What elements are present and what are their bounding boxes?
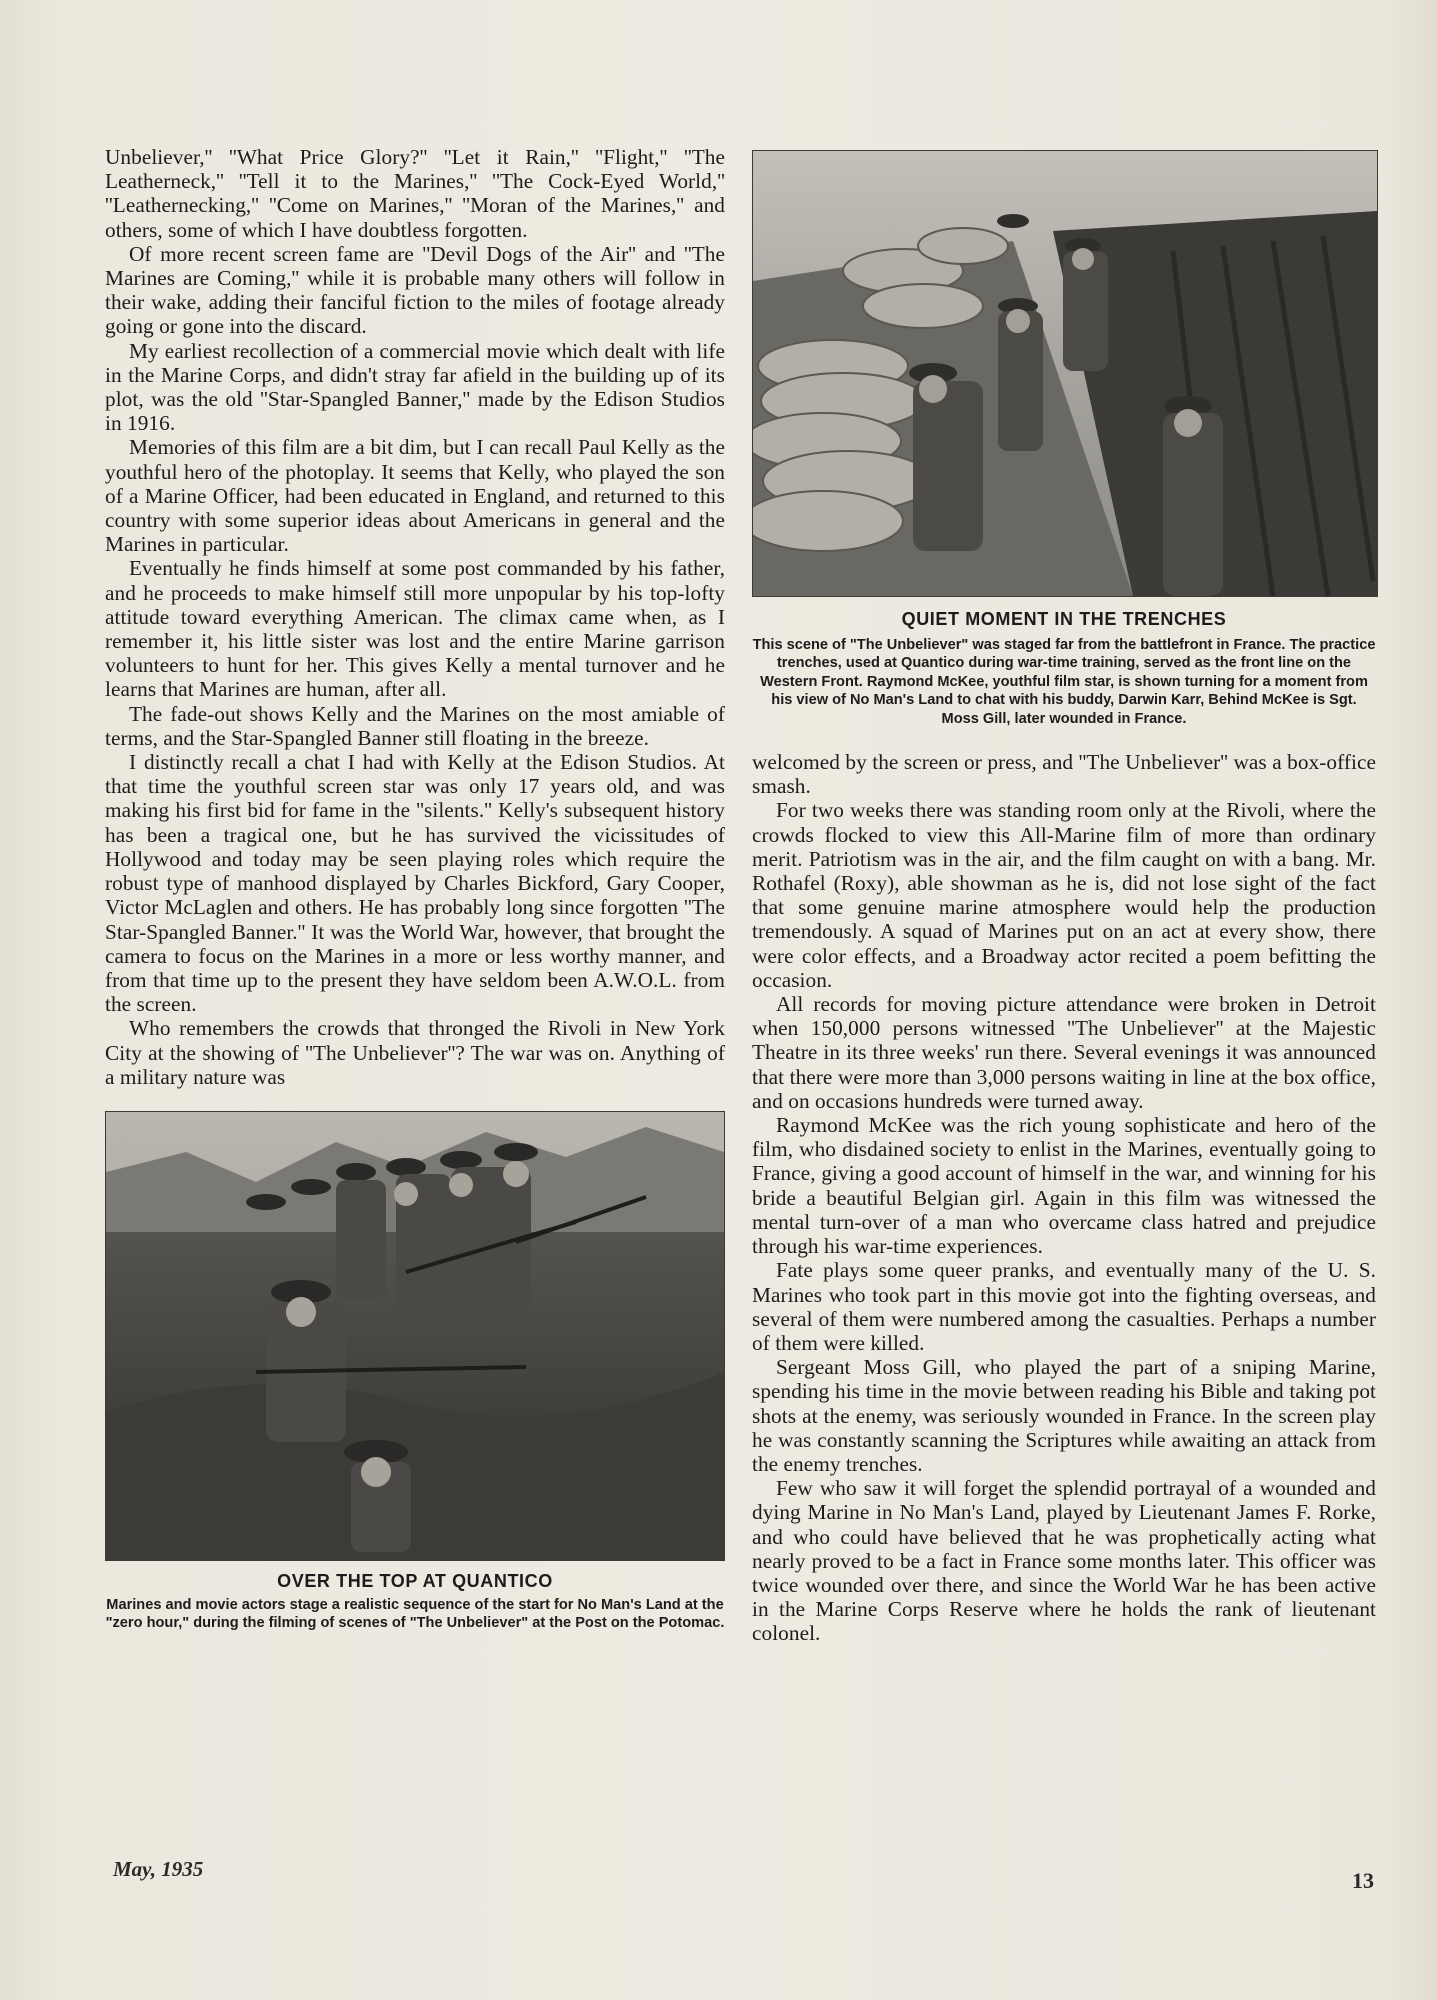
photo-title: QUIET MOMENT IN THE TRENCHES — [901, 609, 1227, 629]
right-column — [752, 150, 1376, 1646]
article-paragraph: Fate plays some queer pranks, and eventually many of the U. S. Marines who took part in this movie got into the fighting overseas, and several of them were numbered among the casualties. Perhaps a number of them were killed. — [752, 1258, 1376, 1355]
article-paragraph: Few who saw it will forget the splendid portrayal of a wounded and dying Marine in No Man's Land, played by Lieutenant James F. Rorke, and who could have believed that he was prophetically acting what nearly proved to be a fact in France some months later. This officer was twice wounded over there, and since the World War he has been active in the Marine Corps Reserve where he holds the rank of lieutenant colonel. — [752, 1476, 1376, 1646]
article-paragraph: For two weeks there was standing room only at the Rivoli, where the crowds flocked to view this All-Marine film of more than ordinary merit. Patriotism was in the air, and the film caught on with a bang. Mr. Rothafel (Roxy), able showman as he is, did not lose sight of the fact that some genuine marine atmosphere would help the production tremendously. A squad of Marines put on an act at every show, there were color effects, and a Broadway actor recited a poem befitting the occasion. — [752, 798, 1376, 992]
article-paragraph: I distinctly recall a chat I had with Kelly at the Edison Studios. At that time the youthful screen star was only 17 years old, and was making his first bid for fame in the ''silents.'' Kelly's subsequent history has been a tragical one, but he has survived the vicissitudes of Hollywood and today may be seen playing roles which require the robust type of manhood displayed by Charles Bickford, Gary Cooper, Victor McLaglen and others. He has probably long since forgotten ''The Star-Spangled Banner.'' It was the World War, however, that brought the camera to focus on the Marines in a more or less worthy manner, and from that time up to the present they have seldom been A.W.O.L. from the screen. — [105, 750, 725, 1017]
page-number: 13 — [1352, 1868, 1374, 1893]
left-column — [105, 145, 725, 1633]
article-paragraph: welcomed by the screen or press, and ''The Unbeliever'' was a box-office smash. — [752, 750, 1376, 799]
article-paragraph: My earliest recollection of a commercial movie which dealt with life in the Marine Corps, and didn't stray far afield in the building up of its plot, was the old ''Star-Spangled Banner,'' made by the Edison Studios in 1916. — [105, 338, 725, 436]
photo-trenches — [752, 150, 1378, 597]
article-paragraph: All records for moving picture attendance were broken in Detroit when 150,000 persons witnessed ''The Unbeliever'' at the Majestic Theatre in its three weeks' run there. Several evenings it was announced that there were more than 3,000 persons waiting in line at the box office, and on occasions hundreds were turned away. — [752, 992, 1376, 1113]
issue-date: May, 1935 — [113, 1857, 204, 1881]
photo-title: OVER THE TOP AT QUANTICO — [277, 1570, 553, 1591]
article-paragraph: Who remembers the crowds that thronged the Rivoli in New York City at the showing of ''The Unbeliever''? The war was on. Anything of a military nature was — [105, 1016, 725, 1089]
photo-caption: This scene of "The Unbeliever" was staged far from the battlefront in France. The practice trenches, used at Quantico during war-time training, served as the front line on the Western Front. Raymond McKee, youthful film star, is shown turning for a moment from his view of No Man's Land to chat with his buddy, Darwin Karr, Behind McKee is Sgt. Moss Gill, later wounded in France. — [752, 637, 1376, 727]
photo-caption: Marines and movie actors stage a realistic sequence of the start for No Man's Land at the "zero hour," during the filming of scenes of "The Unbeliever" at the Post on the Potomac. — [105, 1596, 725, 1632]
article-paragraph: Raymond McKee was the rich young sophisticate and hero of the film, who disdained society to enlist in the Marines, eventually going to France, giving a good account of himself in the war, and winning for his bride a beautiful Belgian girl. Again in this film was witnessed the mental turn-over of a man who overcame class hatred and prejudice through his war-time experiences. — [752, 1113, 1376, 1259]
photo-over-the-top — [105, 1111, 725, 1561]
article-paragraph: Of more recent screen fame are ''Devil Dogs of the Air'' and ''The Marines are Coming,'' while it is probable many others will follow in their wake, adding their fanciful fiction to the miles of footage already going or gone into the discard. — [105, 241, 725, 339]
article-paragraph: Eventually he finds himself at some post commanded by his father, and he proceeds to make himself still more unpopular by his top-lofty attitude toward everything American. The climax came when, as I remember it, his little sister was lost and the entire Marine garrison volunteers to hunt for her. This gives Kelly a mental turnover and he learns that Marines are human, after all. — [105, 556, 725, 702]
article-paragraph: Sergeant Moss Gill, who played the part of a sniping Marine, spending his time in the movie between reading his Bible and taking pot shots at the enemy, was seriously wounded in France. In the screen play he was constantly scanning the Scriptures while awaiting an attack from the enemy trenches. — [752, 1355, 1376, 1476]
article-paragraph: Memories of this film are a bit dim, but I can recall Paul Kelly as the youthful hero of the photoplay. It seems that Kelly, who played the son of a Marine Officer, had been educated in England, and returned to this country with some superior ideas about Americans in general and the Marines in particular. — [105, 435, 725, 557]
article-paragraph: Unbeliever,'' ''What Price Glory?'' ''Let it Rain,'' ''Flight,'' ''The Leatherneck,'' ''Tell it to the Marines,'' ''The Cock-Eyed World,'' ''Leathernecking,'' ''Come on Marines,'' ''Moran of the Marines,'' and others, some of which I have doubtless forgotten. — [105, 145, 725, 242]
article-paragraph: The fade-out shows Kelly and the Marines on the most amiable of terms, and the Star-Spangled Banner still floating in the breeze. — [105, 701, 725, 750]
